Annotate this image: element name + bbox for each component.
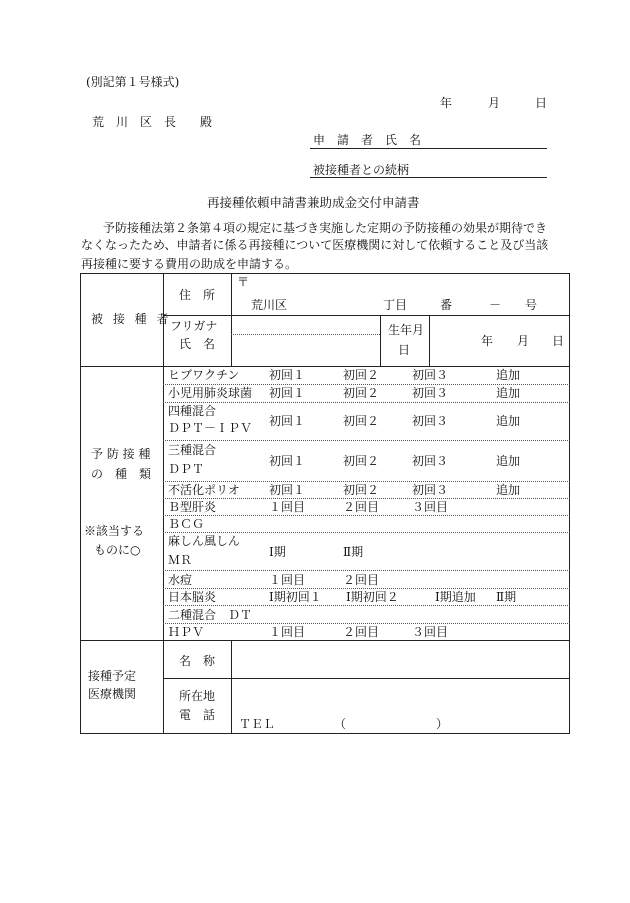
dose-option[interactable]: 初回３: [412, 454, 449, 468]
col-divider-birth-left: [380, 315, 381, 366]
institution-location-label: 所在地: [179, 689, 216, 703]
birth-label-1: 生年月: [388, 323, 425, 337]
institution-section-label-2: 医療機関: [88, 687, 137, 701]
row-line-v9: [163, 588, 570, 589]
vaccine-name: ＨＰＶ: [168, 625, 205, 639]
institution-name-label: 名 称: [179, 654, 216, 668]
row-line-furigana: [231, 334, 380, 335]
row-line-v6: [163, 515, 570, 516]
address-dash: －: [489, 298, 502, 312]
col-divider-main: [163, 274, 164, 734]
tel-label: ＴＥＬ: [239, 717, 276, 731]
relationship-line[interactable]: [310, 177, 547, 178]
dose-option[interactable]: 初回２: [343, 368, 380, 382]
row-line-v1: [163, 384, 570, 385]
dose-option[interactable]: １回目: [269, 625, 306, 639]
dose-option[interactable]: １回目: [269, 573, 306, 587]
row-line-vaccine-end: [81, 640, 570, 641]
dose-option[interactable]: Ⅱ期: [496, 590, 517, 604]
birth-month-label: 月: [517, 334, 530, 348]
dose-option[interactable]: 追加: [496, 414, 521, 428]
applicant-name-line[interactable]: [310, 148, 547, 149]
dose-option[interactable]: 初回３: [412, 368, 449, 382]
dose-option[interactable]: ３回目: [412, 500, 449, 514]
dose-option[interactable]: 初回１: [269, 483, 306, 497]
vaccine-name: 小児用肺炎球菌: [168, 386, 253, 400]
vaccine-name: 水痘: [168, 573, 193, 587]
dose-option[interactable]: 追加: [496, 483, 521, 497]
dose-option[interactable]: Ⅱ期: [343, 545, 364, 559]
row-line-recipient-end: [81, 366, 570, 367]
vaccine-section-label-2: の 種 類: [91, 467, 152, 481]
vaccine-name: Ｂ型肝炎: [168, 500, 217, 514]
vaccine-name: 三種混合: [168, 443, 217, 457]
furigana-label: フリガナ: [170, 319, 218, 333]
dose-option[interactable]: 初回３: [412, 414, 449, 428]
vaccine-name-sub: ＤＰＴ－ＩＰＶ: [168, 421, 253, 435]
date-day-label: 日: [535, 96, 548, 110]
body-line-1: 予防接種法第２条第４項の規定に基づき実施した定期の予防接種の効果が期待でき: [103, 221, 548, 235]
dose-option[interactable]: 追加: [496, 454, 521, 468]
dose-option[interactable]: Ⅰ期初回１: [269, 590, 322, 604]
dose-option[interactable]: 追加: [496, 368, 521, 382]
dose-option[interactable]: 初回１: [269, 386, 306, 400]
row-line-v8: [163, 570, 570, 571]
dose-option[interactable]: Ⅰ期追加: [435, 590, 476, 604]
body-line-2: なくなったため、申請者に係る再接種について医療機関に対して依頼すること及び当該: [81, 238, 549, 252]
vaccine-section-label-1: 予 防 接 種: [91, 447, 151, 461]
dose-option[interactable]: 初回１: [269, 454, 306, 468]
address-ward: 荒川区: [251, 298, 288, 312]
address-label: 住 所: [179, 288, 216, 302]
vaccine-note-1: ※該当する: [84, 524, 145, 538]
vaccine-name: 麻しん風しん: [168, 534, 241, 548]
address-ban: 番: [440, 298, 453, 312]
dose-option[interactable]: １回目: [269, 500, 306, 514]
row-line-address: [163, 315, 570, 316]
dose-option[interactable]: 初回１: [269, 414, 306, 428]
birth-label-2: 日: [398, 343, 411, 357]
vaccine-name-sub: ＤＰＴ: [168, 462, 205, 476]
dose-option[interactable]: 初回１: [269, 368, 306, 382]
vaccine-name: 四種混合: [168, 404, 217, 418]
row-line-institution: [163, 678, 570, 679]
row-line-v5: [163, 498, 570, 499]
dose-option[interactable]: 初回２: [343, 414, 380, 428]
dose-option[interactable]: 追加: [496, 386, 521, 400]
vaccine-name: ＢＣＧ: [168, 517, 205, 531]
relationship-label: 被接種者との続柄: [313, 163, 410, 177]
row-line-v11: [163, 623, 570, 624]
dose-option[interactable]: Ⅰ期初回２: [346, 590, 399, 604]
address-go: 号: [525, 298, 538, 312]
dose-option[interactable]: 初回３: [412, 483, 449, 497]
vaccine-name: ヒブワクチン: [168, 368, 240, 382]
vaccine-name: 二種混合 ＤＴ: [168, 608, 253, 622]
institution-section-label-1: 接種予定: [88, 669, 137, 683]
dose-option[interactable]: 初回２: [343, 386, 380, 400]
address-chome: 丁目: [383, 298, 408, 312]
vaccine-name-sub: ＭＲ: [168, 553, 193, 567]
row-line-v4: [163, 481, 570, 482]
document-title: 再接種依頼申請書兼助成金交付申請書: [207, 195, 420, 210]
applicant-name-label: 申 請 者 氏 名: [313, 133, 422, 147]
form-number: (別記第１号様式): [86, 75, 180, 89]
birth-day-label: 日: [552, 334, 565, 348]
postal-mark: 〒: [237, 275, 250, 289]
date-year-label: 年: [440, 96, 453, 110]
vaccine-name: 日本脳炎: [168, 590, 217, 604]
dose-option[interactable]: 初回３: [412, 386, 449, 400]
dose-option[interactable]: ３回目: [412, 625, 449, 639]
col-divider-institution: [231, 640, 232, 734]
col-divider-recipient: [231, 274, 232, 366]
col-divider-birth-right: [429, 315, 430, 366]
vaccine-note-2: ものに○: [94, 543, 141, 557]
tel-paren-open: （: [334, 717, 347, 731]
recipient-section-label: 被 接 種 者: [91, 312, 172, 326]
dose-option[interactable]: ２回目: [343, 625, 380, 639]
date-month-label: 月: [488, 96, 501, 110]
institution-phone-label: 電 話: [179, 708, 216, 722]
dose-option[interactable]: Ⅰ期: [269, 545, 286, 559]
dose-option[interactable]: ２回目: [343, 573, 380, 587]
name-label: 氏 名: [179, 337, 216, 351]
row-line-v10: [163, 605, 570, 606]
dose-option[interactable]: 初回２: [343, 454, 380, 468]
row-line-v2: [163, 402, 570, 403]
tel-paren-close: ）: [436, 717, 449, 731]
row-line-v3: [163, 440, 570, 441]
dose-option[interactable]: 初回２: [343, 483, 380, 497]
birth-year-label: 年: [481, 334, 494, 348]
application-form-table: [80, 273, 570, 734]
body-line-3: 再接種に要する費用の助成を申請する。: [81, 257, 298, 271]
addressee: 荒 川 区 長 殿: [92, 115, 213, 129]
row-line-v7: [163, 532, 570, 533]
vaccine-name: 不活化ポリオ: [168, 483, 240, 497]
dose-option[interactable]: ２回目: [343, 500, 380, 514]
